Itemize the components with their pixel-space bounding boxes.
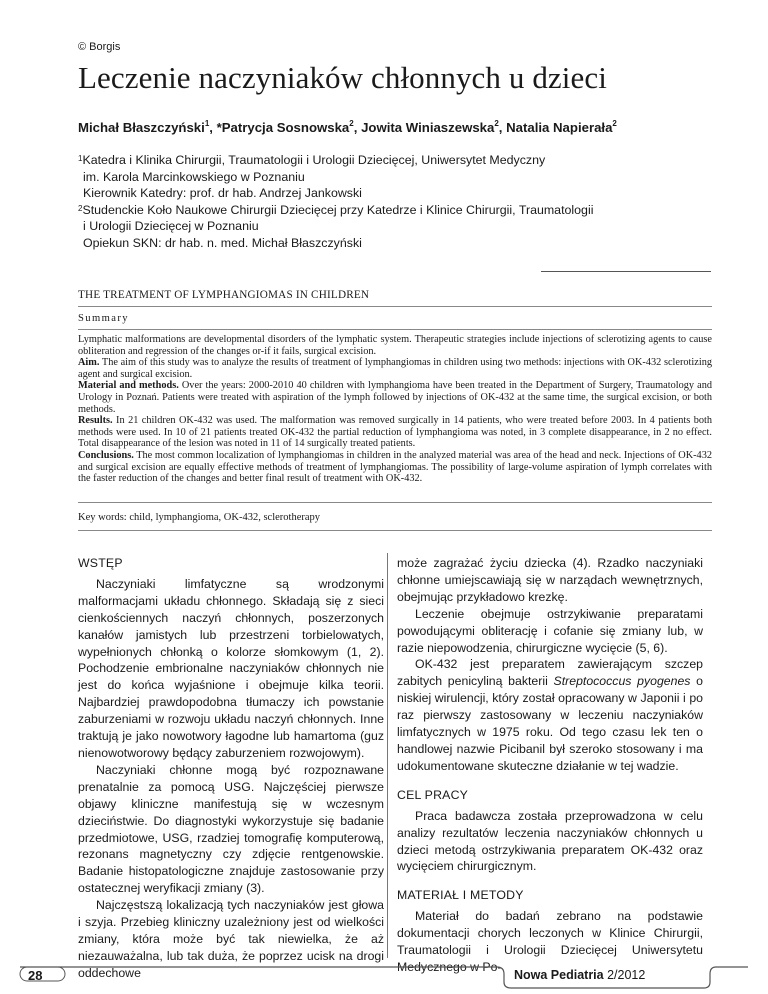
- author-separator: ,: [353, 120, 362, 135]
- summary-results-label: Results.: [78, 415, 113, 427]
- author-separator: ,: [498, 120, 507, 135]
- summary-intro: Lymphatic malformations are developmental disorders of the lymphatic system. Therapeutic strategies include injections of sclerotizing agents to cause obliteration and regression of the changes or-if it fails, surgical excision.: [78, 334, 712, 357]
- author-affiliation-mark: 2: [349, 119, 354, 128]
- divider: [78, 502, 712, 503]
- affiliations: [78, 152, 593, 252]
- author-name: Michał Błaszczyński: [78, 120, 205, 135]
- paragraph: Praca badawcza została przeprowadzona w celu analizy rezultatów leczenia naczyniaków chłonnych u dzieci metodą ostrzykiwania preparatem OK-432 oraz wycięciem chirurgicznym.: [397, 808, 703, 874]
- divider: [78, 530, 712, 531]
- affiliation-text: i Urologii Dziecięcej w Poznaniu: [83, 219, 259, 234]
- affiliation-mark: 2: [78, 203, 83, 213]
- article-title: Leczenie naczyniaków chłonnych u dzieci: [78, 60, 607, 95]
- author-affiliation-mark: 2: [612, 119, 617, 128]
- summary-aim: The aim of this study was to analyze the results of treatment of lymphangiomas in children using two methods: injections with OK-432 sclerotizing agent and surgical excision.: [78, 357, 712, 380]
- paragraph: Naczyniaki chłonne mogą być rozpoznawane prenatalnie za pomocą USG. Najczęściej pierwsze objawy kliniczne manifestują się w wczesnym dzieciństwie. Do diagnostyki wykorzystuje się badanie przedmiotowe, USG, rzadziej tomografię komputerową, rezonans magnetyczny czy zdjęcie rentgenowskie. Badanie histopatologiczne znajduje zastosowanie przy ostatecznej weryfikacji zmiany (3).: [78, 762, 384, 896]
- journal-issue: 2/2012: [603, 968, 646, 982]
- summary-heading: Summary: [78, 313, 129, 324]
- paragraph: Najczęstszą lokalizacją tych naczyniaków jest głowa i szyja. Przebieg kliniczny uzależniony jest od wielkości zmiany, która może być tak niewielka, że aż niezauważalna, lub tak duża, że poprzez ucisk na drogi oddechowe: [78, 898, 384, 980]
- paragraph: [397, 656, 703, 774]
- paragraph: Materiał do badań zebrano na podstawie dokumentacji chorych leczonych w Klinice Chirurgii, Traumatologii i Urologii Dziecięcej Uniwersytetu Medycznego w Po-: [397, 909, 703, 974]
- paragraph: Naczyniaki limfatyczne są wrodzonymi malformacjami układu chłonnego. Składają się z sieci cienkościennych naczyń chłonnych, poszerzonych kanałów jamistych lub przestrzeni torbielowatych, wypełnionych chłonką o kolorze słomkowym (1, 2). Pochodzenie embrionalne naczyniaków chłonnych nie jest do końca wyjaśnione i obejmuje kilka teorii. Najbardziej prawdopodobna tłumaczy ich powstanie zaburzeniami w rozwoju układu naczyń chłonnych. Inne traktują je jako nowotwory łagodne lub hamartoma (guz nienowotworowy będący zaburzeniem rozwojowym).: [78, 576, 384, 760]
- paragraph: Leczenie obejmuje ostrzykiwanie preparatami powodującymi obliterację i cofanie się zmiany lub, w razie niepowodzenia, chirurgiczne wycięcie (5, 6).: [397, 606, 703, 655]
- keywords: Key words: child, lymphangioma, OK-432, sclerotherapy: [78, 512, 321, 523]
- affiliation-text: im. Karola Marcinkowskiego w Poznaniu: [83, 169, 305, 184]
- divider: [78, 329, 712, 330]
- summary-results: In 21 children OK-432 was used. The malformation was removed surgically in 14 patients, who were treated before 2003. In 4 patients both methods were used. In 10 of 21 patients treated OK-432 the partial reduction of lymphangioma was noted, in 3 complete disappearance, in 2 no effect. Total disappearance of the lesion was noted in 11 of 14 surgically treated patients.: [78, 415, 712, 450]
- author-affiliation-mark: 1: [204, 119, 210, 128]
- column-divider: [387, 553, 388, 958]
- author-name: Natalia Napierała: [506, 120, 613, 135]
- divider: [78, 306, 712, 307]
- author-affiliation-mark: 2: [494, 119, 499, 128]
- body-column-right: [397, 555, 703, 976]
- page-number: 28: [28, 968, 43, 983]
- section-heading-wstep: WSTĘP: [78, 556, 123, 570]
- divider: [541, 271, 711, 272]
- author-separator: ,: [209, 120, 217, 135]
- summary-methods: Over the years: 2000-2010 40 children with lymphangioma have been treated in the Department of Surgery, Traumatology and Urology in Poznań. Patients were treated with aspiration of the lymph followed by injections of OK-432 at the same time, the surgical excision, or both methods.: [78, 380, 712, 415]
- paragraph: może zagrażać życiu dziecka (4). Rzadko naczyniaki chłonne umiejscawiają się w narządach wewnętrznych, obejmując przykładowo krezkę.: [397, 556, 703, 604]
- affiliation-mark: 1: [78, 154, 83, 163]
- species-name: Streptococcus pyogenes: [553, 674, 691, 689]
- author-list: [78, 120, 617, 135]
- paragraph-text: OK-432 jest preparatem zawierającym szczep zabitych penicyliną bakterii: [397, 657, 703, 689]
- summary-conclusions-label: Conclusions.: [78, 449, 134, 461]
- section-heading-cel-pracy: CEL PRACY: [397, 787, 469, 802]
- section-heading-material-i-metody: MATERIAŁ I METODY: [397, 888, 524, 903]
- author-name: Jowita Winiaszewska: [361, 120, 495, 135]
- journal-name: Nowa Pediatria: [514, 968, 604, 982]
- affiliation-head: Kierownik Katedry: prof. dr hab. Andrzej Jankowski: [83, 186, 362, 201]
- summary-methods-label: Material and methods.: [78, 380, 179, 392]
- copyright-notice: © Borgis: [78, 41, 121, 53]
- summary-abstract: [78, 334, 712, 485]
- summary-aim-label: Aim.: [78, 357, 100, 369]
- paragraph-text: o niskiej wirulencji, który został opracowany w Japonii i po raz pierwszy zastosowany w leczeniu naczyniaków limfatycznych w 1975 roku. Od tego czasu lek ten o handlowej nazwie Picibanil był szeroko stosowany i ma udokumentowane skuteczne działanie w tej wadzie.: [397, 674, 703, 773]
- author-name: *Patrycja Sosnowska: [216, 120, 350, 135]
- english-title: THE TREATMENT OF LYMPHANGIOMAS IN CHILDREN: [78, 289, 370, 301]
- body-column-left: [78, 555, 384, 982]
- affiliation-text: Studenckie Koło Naukowe Chirurgii Dziecięcej przy Katedrze i Klinice Chirurgii, Traumatologii: [82, 202, 594, 217]
- footer-decoration: [0, 955, 768, 994]
- affiliation-text: Katedra i Klinika Chirurgii, Traumatologii i Urologii Dziecięcej, Uniwersytet Medyczny: [82, 153, 546, 167]
- journal-footer: [514, 968, 645, 982]
- affiliation-supervisor: Opiekun SKN: dr hab. n. med. Michał Błaszczyński: [83, 235, 362, 250]
- summary-conclusions: The most common localization of lymphangiomas in children in the analyzed material was area of the head and neck. Injections of OK-432 and surgical excision are equally effective methods of treatment of lymphangiomas. The possibility of large-volume aspiration of lymph correlates with the faster reduction of the changes and better final result of treatment with OK-432.: [78, 449, 712, 485]
